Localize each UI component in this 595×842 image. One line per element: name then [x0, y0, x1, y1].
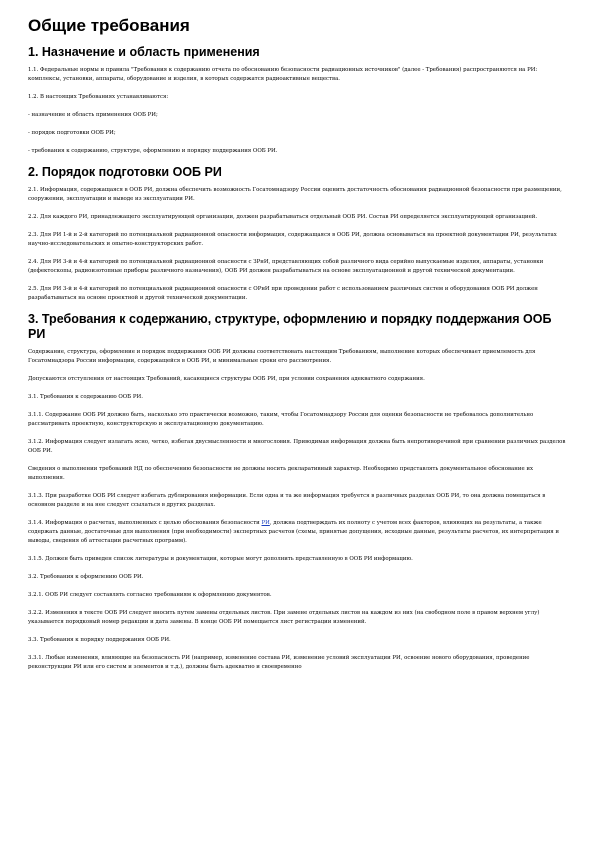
- paragraph-2-3: 2.3. Для РИ 1-й и 2-й категорий по потенциальной радиационной опасности информация, содержащаяся в ООБ РИ, должна основываться на проектной документации РИ, результатах научно-исследовательских и опытно-конструкторских работ.: [28, 232, 557, 247]
- paragraph-3-2-1: 3.2.1. ООБ РИ следует составлять согласно требованиям к оформлению документов.: [28, 592, 272, 598]
- section-1-title: 1. Назначение и область применения: [28, 45, 260, 59]
- paragraph-3-intro: Содержание, структура, оформление и порядок поддержания ООБ РИ должны соответствовать настоящим Требованиям, выполнение которых обеспечивает приемлемость для Госатомнадзора России информации, содержащейся в ООБ РИ, и минимальные сроки его рассмотрения.: [28, 349, 536, 364]
- paragraph-3-1-4: [28, 519, 567, 546]
- paragraph-3-1-3: 3.1.3. При разработке ООБ РИ следует избегать дублирования информации. Если одна и та же информация требуется в различных разделах ООБ РИ, то она должна помещаться в основном разделе и на нее следует ссылаться в других разделах.: [28, 493, 546, 508]
- list-item-requirements: - требования к содержанию, структуре, оформлению и порядку поддержания ООБ РИ.: [28, 148, 278, 154]
- paragraph-3-deviations: Допускаются отступления от настоящих Требований, касающиеся структуры ООБ РИ, при условии сохранения адекватного содержания.: [28, 376, 425, 382]
- section-2-title: 2. Порядок подготовки ООБ РИ: [28, 165, 222, 179]
- paragraph-3-1-2-note: Сведения о выполнении требований НД по обеспечению безопасности не должны носить декларативный характер. Необходимо представлять документальное обоснование их выполнения.: [28, 466, 533, 481]
- paragraph-2-4: 2.4. Для РИ 3-й и 4-й категорий по потенциальной радиационной опасности с ЗРнИ, представляющих собой различного вида серийно выпускаемые изделия, аппараты, установки (дефектоскопы, радиоизотопные приборы различного назначения), ООБ РИ должен разрабатываться на основе эксплуатационной и другой технической документации.: [28, 259, 544, 274]
- paragraph-2-5: 2.5. Для РИ 3-й и 4-й категорий по потенциальной радиационной опасности с ОРнИ при проведении работ с использованием различных систем и оборудования ООБ РИ должен разрабатываться на основе проектной и другой технической документации.: [28, 286, 538, 301]
- paragraph-1-1: 1.1. Федеральные нормы и правила "Требования к содержанию отчета по обоснованию безопасности радиационных источников" (далее - Требования) распространяются на РИ: комплексы, установки, аппараты, оборудование и изделия, в которых содержатся радиоактивные вещества.: [28, 67, 538, 82]
- list-item-purpose: - назначение и область применения ООБ РИ;: [28, 112, 158, 118]
- paragraph-3-2-2: 3.2.2. Изменения в тексте ООБ РИ следует вносить путем замены отдельных листов. При замене отдельных листов на каждом из них (на свободном поле в правом верхнем углу) указывается порядковый номер редакции и дата замены. В конце ООБ РИ помещается лист регистрации изменений.: [28, 610, 540, 625]
- paragraph-3-1-4-text-start: 3.1.4. Информация о расчетах, выполненных с целью обоснования безопасности: [28, 520, 262, 526]
- paragraph-3-1-2: 3.1.2. Информация следует излагать ясно, четко, избегая двусмысленности и многословия. Приводимая информация должна быть непротиворечивой при сравнении различных разделов ООБ РИ.: [28, 439, 566, 454]
- paragraph-3-1: 3.1. Требования к содержанию ООБ РИ.: [28, 394, 143, 400]
- paragraph-3-1-1: 3.1.1. Содержание ООБ РИ должно быть, насколько это практически возможно, таким, чтобы Госатомнадзору России для оценки безопасности не требовалось дополнительно рассматривать проектную, конструкторскую и эксплуатационную документацию.: [28, 412, 534, 427]
- list-item-preparation: - порядок подготовки ООБ РИ;: [28, 130, 116, 136]
- paragraph-3-3: 3.3. Требования к порядку поддержания ООБ РИ.: [28, 637, 171, 643]
- paragraph-3-3-1: 3.3.1. Любые изменения, влияющие на безопасность РИ (например, изменение состава РИ, изменение условий эксплуатации РИ, освоение нового оборудования, проведение реконструкции РИ или его систем и элементов и т.д.), должны быть адекватно и своевременно: [28, 655, 530, 670]
- paragraph-1-2: 1.2. В настоящих Требованиях устанавливаются:: [28, 94, 169, 100]
- document-title: Общие требования: [28, 16, 190, 35]
- paragraph-2-1: 2.1. Информация, содержащаяся в ООБ РИ, должна обеспечить возможность Госатомнадзору России оценить достаточность обоснования радиационной безопасности при размещении, сооружении, эксплуатации и выводе из эксплуатации РИ.: [28, 187, 562, 202]
- paragraph-3-1-4-text-end: , должна подтверждать их полноту с учетом всех факторов, влияющих на результаты, а также содержать данные, достаточные для выполнения (при необходимости) экспертных расчетов (схемы, принятые допущения, исходные данные, результаты расчетов, их интерпретация и выводы, сведения об аттестации расчетных программ).: [28, 520, 560, 544]
- paragraph-3-1-5: 3.1.5. Должен быть приведен список литературы и документации, которые могут дополнить представленную в ООБ РИ информацию.: [28, 556, 413, 562]
- paragraph-2-2: 2.2. Для каждого РИ, принадлежащего эксплуатирующей организации, должен разрабатываться отдельный ООБ РИ. Состав РИ определяется эксплуатирующей организацией.: [28, 214, 538, 220]
- ri-link[interactable]: РИ: [261, 520, 270, 526]
- section-3-title: 3. Требования к содержанию, структуре, оформлению и порядку поддержания ООБ РИ: [28, 312, 552, 341]
- paragraph-3-2: 3.2. Требования к оформлению ООБ РИ.: [28, 574, 144, 580]
